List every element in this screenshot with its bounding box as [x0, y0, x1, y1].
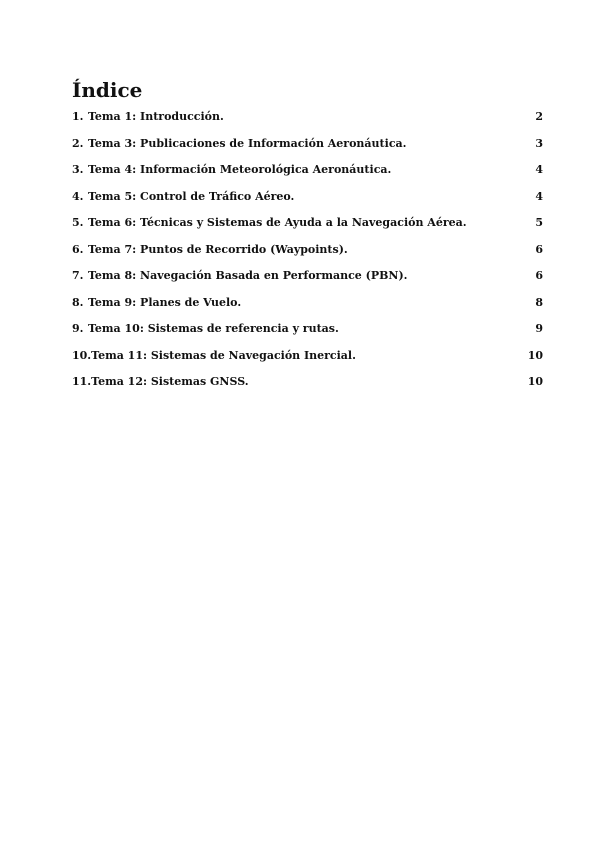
toc-entry-number: 6. — [72, 242, 84, 256]
toc-entry-7[interactable] — [72, 269, 543, 296]
toc-entry-title: Tema 8: Navegación Basada en Performance (PBN). — [88, 269, 408, 282]
toc-entry-title: Tema 3: Publicaciones de Información Aeronáutica. — [88, 136, 407, 150]
toc-entry-2[interactable] — [72, 137, 543, 164]
toc-entry-number: 3. — [72, 163, 84, 176]
toc-entry-number: 5. — [72, 216, 84, 229]
toc-entry-number: 4. — [72, 189, 84, 203]
toc-entry-title: Tema 10: Sistemas de referencia y rutas. — [88, 322, 339, 335]
toc-entry-number: 7. — [72, 269, 84, 282]
toc-entry-page: 5 — [535, 216, 543, 229]
toc-entry-page: 10 — [527, 348, 543, 362]
toc-entry-3[interactable] — [72, 163, 543, 190]
toc-entry-number: 8. — [72, 295, 84, 309]
toc-entry-page: 4 — [535, 163, 543, 176]
toc-entry-number: 1. — [72, 110, 84, 123]
toc-entry-title: Tema 12: Sistemas GNSS. — [91, 375, 249, 388]
table-of-contents — [72, 110, 543, 402]
toc-entry-page: 9 — [535, 322, 543, 335]
toc-entry-number: 9. — [72, 322, 84, 335]
toc-entry-6[interactable] — [72, 243, 543, 270]
toc-entry-title: Tema 1: Introducción. — [88, 110, 224, 123]
toc-entry-title: Tema 5: Control de Tráfico Aéreo. — [88, 189, 295, 203]
toc-entry-11[interactable] — [72, 375, 543, 402]
toc-entry-number: 11. — [72, 375, 92, 388]
toc-entry-4[interactable] — [72, 190, 543, 217]
toc-entry-page: 6 — [535, 269, 543, 282]
toc-entry-title: Tema 7: Puntos de Recorrido (Waypoints). — [88, 242, 348, 256]
toc-entry-9[interactable] — [72, 322, 543, 349]
toc-entry-page: 10 — [527, 375, 543, 388]
toc-entry-page: 3 — [535, 136, 543, 150]
toc-entry-number: 10. — [72, 348, 92, 362]
toc-entry-number: 2. — [72, 136, 84, 150]
toc-entry-5[interactable] — [72, 216, 543, 243]
toc-entry-8[interactable] — [72, 296, 543, 323]
toc-entry-title: Tema 4: Información Meteorológica Aeronáutica. — [88, 163, 392, 176]
toc-entry-title: Tema 11: Sistemas de Navegación Inercial. — [91, 348, 356, 362]
toc-entry-page: 4 — [535, 189, 543, 203]
toc-entry-page: 2 — [535, 110, 543, 123]
toc-entry-title: Tema 6: Técnicas y Sistemas de Ayuda a la Navegación Aérea. — [88, 216, 467, 229]
toc-entry-title: Tema 9: Planes de Vuelo. — [88, 295, 242, 309]
toc-entry-page: 8 — [535, 295, 543, 309]
toc-entry-page: 6 — [535, 242, 543, 256]
toc-entry-10[interactable] — [72, 349, 543, 376]
page-title: Índice — [72, 78, 143, 102]
toc-entry-1[interactable] — [72, 110, 543, 137]
